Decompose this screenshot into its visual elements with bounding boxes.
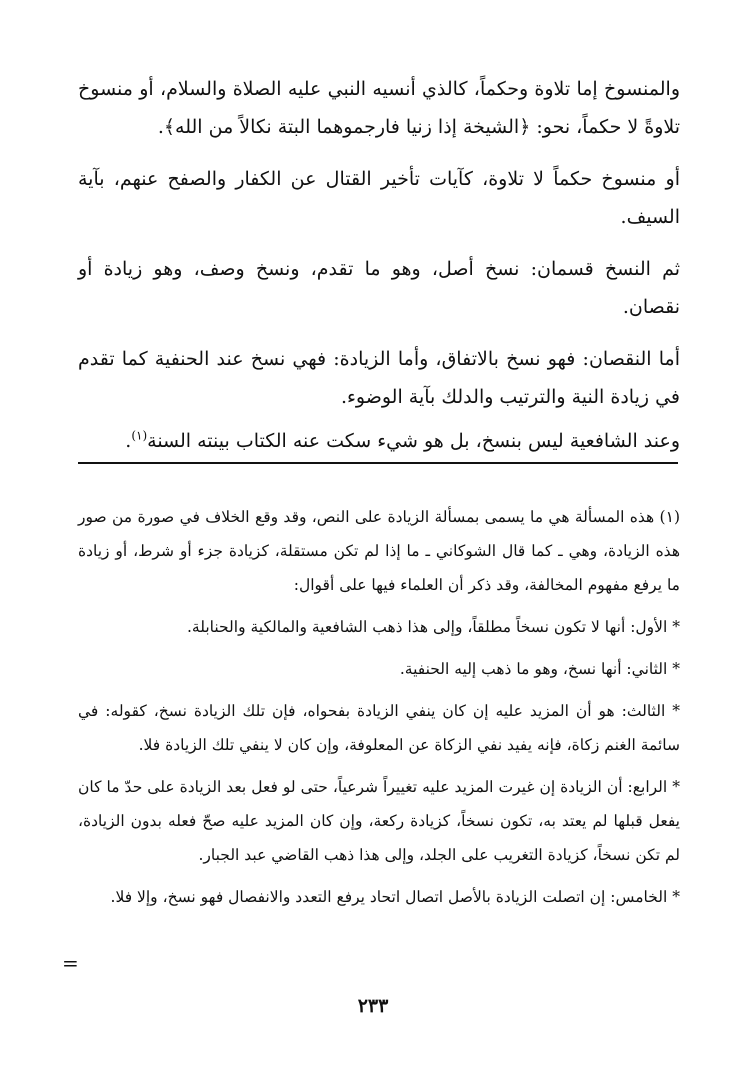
footnotes: [78, 500, 680, 914]
paragraph-decrease-increase: أما النقصان: فهو نسخ بالاتفاق، وأما الزيادة: فهي نسخ عند الحنفية كما تقدم في زيادة النية والترتيب والدلك بآية الوضوء.: [78, 348, 680, 408]
shafii-view-end: .: [125, 430, 132, 452]
paragraph-abrogation-divisions: ثم النسخ قسمان: نسخ أصل، وهو ما تقدم، ونسخ وصف، وهو زيادة أو نقصان.: [78, 258, 680, 318]
footnote-item-second: * الثاني: أنها نسخ، وهو ما ذهب إليه الحنفية.: [399, 660, 680, 678]
footnote-item-third: * الثالث: هو أن المزيد عليه إن كان ينفي الزيادة بفحواه، فإن تلك الزيادة نسخ، كقوله: في سائمة الغنم زكاة، فإنه يفيد نفي الزكاة عن المعلوفة، وإن كان لا ينفي تلك الزيادة فلا.: [78, 702, 680, 754]
footnote-intro: (١) هذه المسألة هي ما يسمى بمسألة الزيادة على النص، وقد وقع الخلاف في صورة من صور هذه الزيادة، وهي ـ كما قال الشوكاني ـ ما إذا لم تكن مستقلة، كزيادة جزء أو شرط، أو زيادة ما يرفع مفهوم المخالفة، وقد ذكر أن العلماء فيها على أقوال:: [78, 508, 680, 594]
paragraph-shafii-view: [78, 422, 680, 460]
shafii-view-text: وعند الشافعية ليس بنسخ، بل هو شيء سكت عنه الكتاب بينته السنة: [147, 430, 680, 452]
footnote-item-first: * الأول: أنها لا تكون نسخاً مطلقاً، وإلى هذا ذهب الشافعية والمالكية والحنابلة.: [186, 618, 680, 636]
footnote-item-fifth: * الخامس: إن اتصلت الزيادة بالأصل اتصال اتحاد يرفع التعدد والانفصال فهو نسخ، وإلا فلا.: [110, 888, 680, 906]
page-number: ٢٣٣: [357, 995, 389, 1017]
main-text: [78, 70, 680, 460]
continuation-mark: =: [62, 951, 79, 975]
footnote-reference[interactable]: (١): [131, 428, 148, 443]
footnote-item-fourth: * الرابع: أن الزيادة إن غيرت المزيد عليه تغييراً شرعياً، حتى لو فعل بعد الزيادة على حدّ ما كان يفعل قبلها لم يعتد به، تكون نسخاً، كزيادة ركعة، وإن كان المزيد عليه صحّ فعله بدون الزيادة، لم تكن نسخاً، كزيادة التغريب على الجلد، وإلى هذا ذهب القاضي عبد الجبار.: [78, 778, 680, 864]
paragraph-abrogated-ruling: أو منسوخ حكماً لا تلاوة، كآيات تأخير القتال عن الكفار والصفح عنهم، بآية السيف.: [78, 168, 680, 228]
paragraph-abrogated-types: والمنسوخ إما تلاوة وحكماً، كالذي أنسيه النبي عليه الصلاة والسلام، أو منسوخ تلاوةً لا حكماً، نحو: ﴿الشيخة إذا زنيا فارجموهما البتة نكالاً من الله﴾.: [78, 78, 680, 138]
footnote-separator: [78, 462, 678, 464]
